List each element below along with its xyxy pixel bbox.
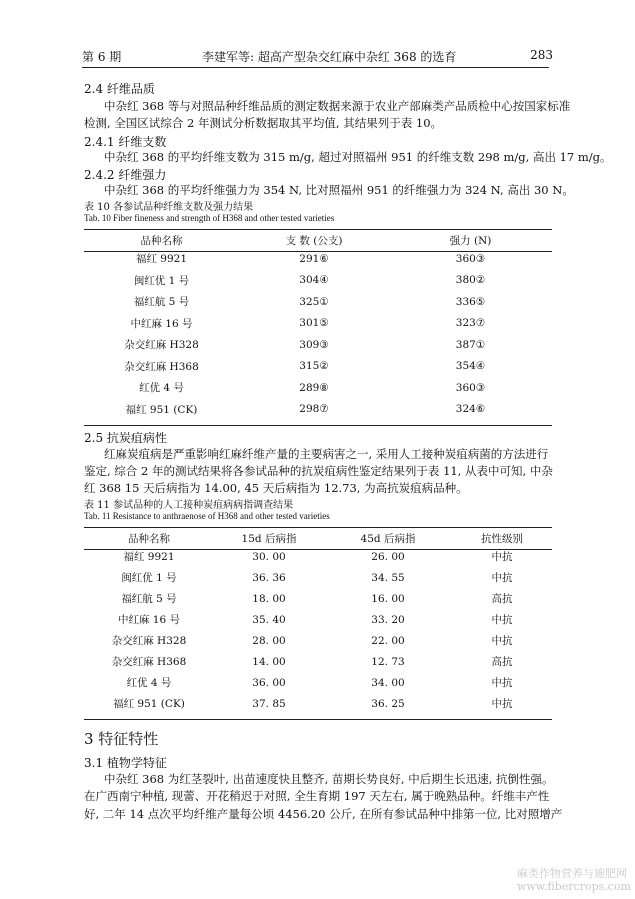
table-cell: 福红 951 (CK) <box>113 698 185 710</box>
table-cell: 36. 25 <box>371 697 405 710</box>
table-cell: 323⑦ <box>455 317 486 330</box>
table-row <box>84 313 552 335</box>
table-row <box>84 693 552 714</box>
issue-label: 第 6 期 <box>82 50 122 64</box>
table-row <box>84 672 552 693</box>
paragraph-line: 中杂红 368 为红茎裂叶, 出苗速度快且整齐, 苗期长势良好, 中后期生长迅速, 抗倒性强。 <box>104 772 554 786</box>
table-cell: 315② <box>299 360 329 373</box>
table-cell: 36. 00 <box>252 676 286 689</box>
section-heading-2-4: 2.4 纤维品质 <box>84 82 155 96</box>
header-rule <box>82 67 549 68</box>
table-cell: 福红 9921 <box>135 253 188 266</box>
table-row <box>84 291 552 313</box>
table-cell: 34. 00 <box>371 676 405 689</box>
table-10-header-rule <box>84 251 552 252</box>
column-header: 品种名称 <box>128 532 170 545</box>
table-cell: 35. 40 <box>252 613 286 626</box>
table-10-top-rule <box>84 229 552 230</box>
table-header-row <box>84 232 552 248</box>
table-cell: 中红麻 16 号 <box>130 317 193 330</box>
table-10-caption-en: Tab. 10 Fiber fineness and strength of H368 and other tested varieties <box>84 213 335 223</box>
table-11-header-rule <box>84 549 552 550</box>
table-cell: 18. 00 <box>252 592 286 605</box>
table-cell: 324⑥ <box>455 403 486 416</box>
paragraph-line: 在广西南宁种植, 现蕾、开花稍迟于对照, 全生育期 197 天左右, 属于晚熟品种。纤维丰产性 <box>84 789 550 803</box>
table-row <box>84 270 552 292</box>
table-cell: 33. 20 <box>371 613 405 626</box>
table-cell: 22. 00 <box>371 634 405 647</box>
column-header: 品种名称 <box>140 234 183 247</box>
paragraph-line: 检测, 全国区试综合 2 年测试分析数据取其平均值, 其结果列于表 10。 <box>84 116 443 130</box>
page-number: 283 <box>530 48 553 62</box>
table-cell: 福红航 5 号 <box>121 593 177 605</box>
table-cell: 304④ <box>299 274 329 287</box>
section-heading-3-1: 3.1 植物学特征 <box>84 756 167 770</box>
table-cell: 红优 4 号 <box>139 382 184 395</box>
table-row <box>84 377 552 399</box>
table-cell: 福红 9921 <box>123 551 175 563</box>
table-cell: 红优 4 号 <box>126 677 172 689</box>
running-title: 李建军等: 超高产型杂交红麻中杂红 368 的选育 <box>202 50 457 64</box>
table-cell: 中抗 <box>491 677 513 689</box>
section-heading-3: 3 特征特性 <box>84 730 159 748</box>
table-cell: 360③ <box>455 252 486 265</box>
table-row <box>84 609 552 630</box>
section-heading-2-4-2: 2.4.2 纤维强力 <box>84 168 167 182</box>
table-cell: 380② <box>455 274 486 287</box>
table-cell: 34. 55 <box>371 571 405 584</box>
site-watermark <box>517 867 631 893</box>
paragraph-line: 红麻炭疽病是严重影响红麻纤维产量的主要病害之一, 采用人工接种炭疽病菌的方法进行 <box>104 447 549 461</box>
table-cell: 354④ <box>455 360 486 373</box>
table-11 <box>84 530 552 714</box>
table-11-top-rule <box>84 527 552 528</box>
table-row <box>84 334 552 356</box>
column-header: 45d 后病指 <box>360 532 416 545</box>
table-cell: 291⑥ <box>299 252 329 265</box>
table-cell: 高抗 <box>491 656 513 668</box>
column-header: 支 数 (公支) <box>285 234 343 247</box>
table-cell: 309③ <box>299 338 329 351</box>
table-header-row <box>84 530 552 546</box>
table-cell: 闽红优 1 号 <box>133 274 190 287</box>
watermark-line: 麻类作物营养与施肥网 <box>516 867 627 880</box>
table-cell: 387① <box>455 338 486 351</box>
table-11-caption-cn: 表 11 参试品种的人工接种炭疽病病指调查结果 <box>84 500 294 511</box>
table-cell: 289⑧ <box>299 381 329 394</box>
paragraph-line: 中杂红 368 的平均纤维支数为 315 m/g, 超过对照福州 951 的纤维支数 298 m/g, 高出 17 m/g。 <box>104 150 612 164</box>
table-row <box>84 588 552 609</box>
table-cell: 福红 951 (CK) <box>125 403 198 416</box>
section-heading-2-4-1: 2.4.1 纤维支数 <box>84 135 167 149</box>
table-cell: 中抗 <box>491 614 513 626</box>
paragraph-line: 红 368 15 天后病指为 14.00, 45 天后病指为 12.73, 为高抗炭疽病品种。 <box>84 481 468 495</box>
table-11-caption-en: Tab. 11 Resistance to anthraenose of H368 and other tested varieties <box>84 511 330 521</box>
table-cell: 336⑤ <box>455 295 486 308</box>
table-cell: 325① <box>299 295 329 308</box>
table-row <box>84 567 552 588</box>
table-cell: 福红航 5 号 <box>133 296 190 309</box>
table-10-bottom-rule <box>84 425 552 426</box>
table-cell: 26. 00 <box>371 550 405 563</box>
table-cell: 360③ <box>455 381 486 394</box>
section-heading-2-5: 2.5 抗炭疽病性 <box>84 431 167 445</box>
table-cell: 37. 85 <box>252 697 286 710</box>
paragraph-line: 中杂红 368 等与对照品种纤维品质的测定数据来源于农业产部麻类产品质检中心按国家标准 <box>104 99 571 113</box>
paragraph-line: 鉴定, 综合 2 年的测试结果将各参试品种的抗炭疽病性鉴定结果列于表 11, 从表中可知, 中杂 <box>84 464 553 478</box>
table-cell: 高抗 <box>491 593 513 605</box>
table-row <box>84 399 552 421</box>
column-header: 强力 (N) <box>449 234 492 247</box>
table-cell: 298⑦ <box>299 403 329 416</box>
table-cell: 中抗 <box>491 698 513 710</box>
column-header: 15d 后病指 <box>241 532 297 545</box>
table-cell: 中抗 <box>491 551 513 563</box>
table-cell: 中抗 <box>491 635 513 647</box>
table-11-bottom-rule <box>84 719 552 720</box>
table-10 <box>84 232 552 420</box>
table-cell: 杂交红麻 H368 <box>124 360 199 373</box>
table-cell: 中抗 <box>491 572 513 584</box>
table-cell: 14. 00 <box>252 655 286 668</box>
table-cell: 杂交红麻 H328 <box>111 635 187 647</box>
running-header <box>82 44 553 66</box>
table-cell: 12. 73 <box>371 655 405 668</box>
table-cell: 闽红优 1 号 <box>121 572 177 584</box>
table-row <box>84 651 552 672</box>
table-cell: 16. 00 <box>371 592 405 605</box>
table-cell: 杂交红麻 H328 <box>124 339 199 352</box>
table-10-caption-cn: 表 10 各参试品种纤维支数及强力结果 <box>84 202 254 213</box>
paragraph-line: 中杂红 368 的平均纤维强力为 354 N, 比对照福州 951 的纤维强力为 324 N, 高出 30 N。 <box>104 183 574 197</box>
column-header: 抗性级别 <box>481 532 523 545</box>
watermark-line: www.fibercrops.com <box>516 880 631 893</box>
table-cell: 301⑤ <box>299 317 329 330</box>
table-row <box>84 630 552 651</box>
paragraph-line: 好, 二年 14 点次平均纤维产量每公顷 4456.20 公斤, 在所有参试品种中排第一位, 比对照增产 <box>84 807 563 821</box>
table-cell: 28. 00 <box>252 634 286 647</box>
table-row <box>84 356 552 378</box>
table-cell: 杂交红麻 H368 <box>111 656 187 668</box>
table-cell: 30. 00 <box>252 550 286 563</box>
table-cell: 36. 36 <box>252 571 286 584</box>
table-cell: 中红麻 16 号 <box>117 614 181 626</box>
